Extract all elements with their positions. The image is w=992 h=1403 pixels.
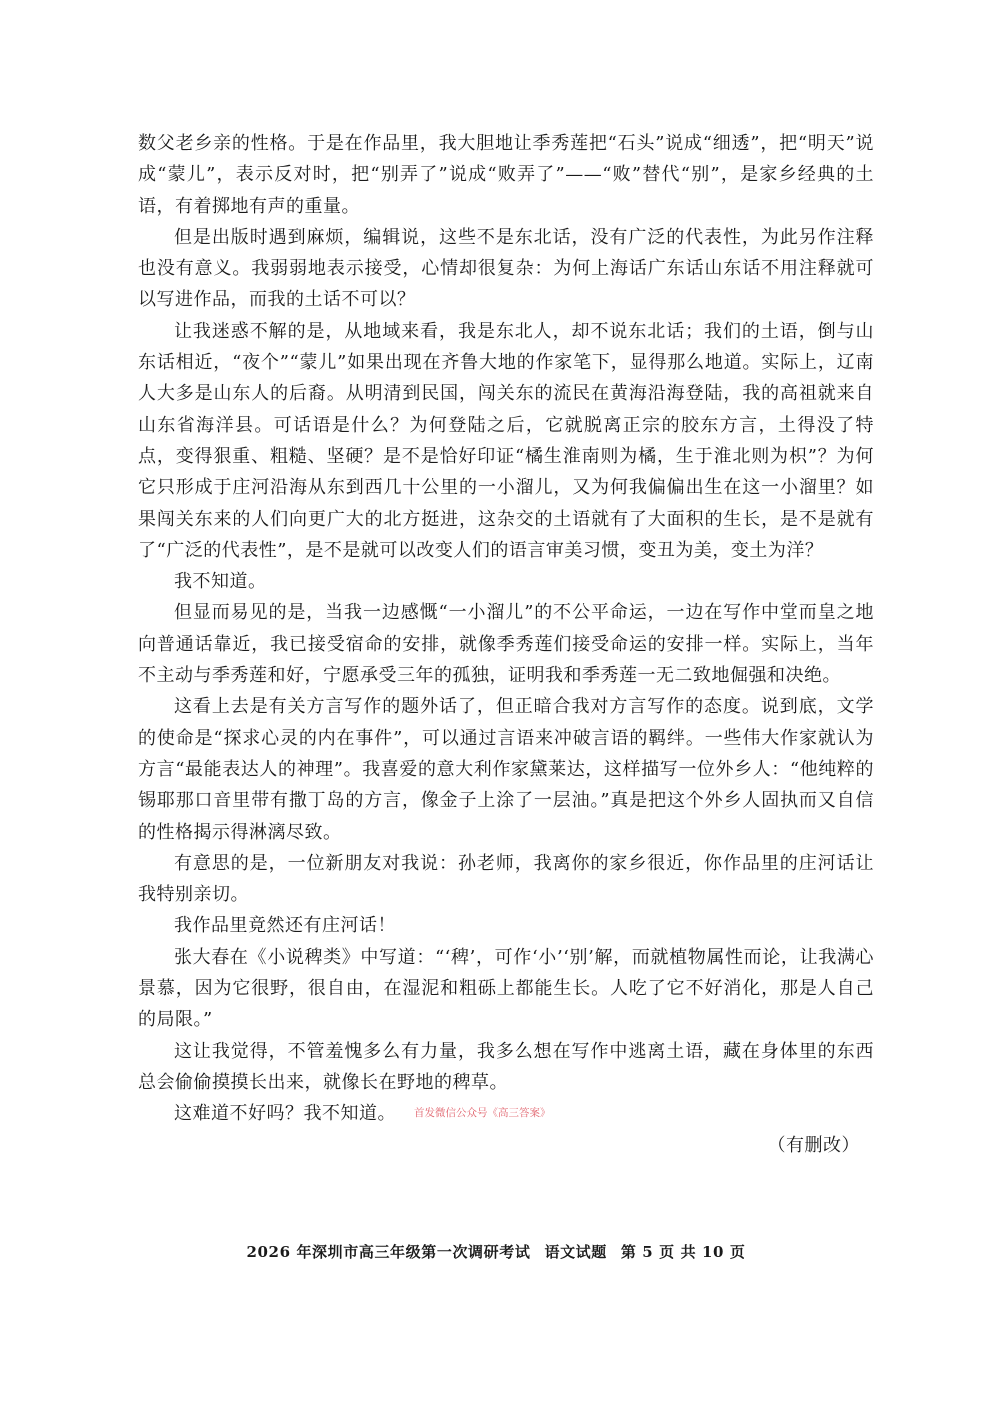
final-sentence: 这难道不好吗？我不知道。 [174,1103,396,1125]
article-body [138,128,874,1161]
paragraph-1: 数父老乡亲的性格。于是在作品里，我大胆地让季秀莲把“石头”说成“细透”，把“明天”说成“蒙儿”，表示反对时，把“别弄了”说成“败弄了”——“败”替代“别”，是家乡经典的土语，有着掷地有声的重量。 [138,133,874,217]
paragraph-3: 让我迷惑不解的是，从地域来看，我是东北人，却不说东北话；我们的土语，倒与山东话相近，“夜个”“蒙儿”如果出现在齐鲁大地的作家笔下，显得那么地道。实际上，辽南人大多是山东人的后裔。从明清到民国，闯关东的流民在黄海沿海登陆，我的高祖就来自山东省海洋县。可话语是什么？为何登陆之后，它就脱离正宗的胶东方言，土得没了特点，变得狠重、粗糙、坚硬？是不是恰好印证“橘生淮南则为橘，生于淮北则为枳”？为何它只形成于庄河沿海从东到西几十公里的一小溜儿，又为何我偏偏出生在这一小溜里？如果闯关东来的人们向更广大的北方挺进，这杂交的土语就有了大面积的生长，是不是就有了“广泛的代表性”，是不是就可以改变人们的语言审美习惯，变丑为美，变土为洋？ [138,320,874,561]
footer-exam-title: 2026 年深圳市高三年级第一次调研考试 [246,1243,531,1261]
paragraph-10: 这让我觉得，不管羞愧多么有力量，我多么想在写作中逃离土语，藏在身体里的东西总会偷偷摸摸长出来，就像长在野地的稗草。 [138,1040,874,1093]
watermark-text: 首发微信公众号《高三答案》 [414,1107,551,1120]
paragraph-7: 有意思的是，一位新朋友对我说：孙老师，我离你的家乡很近，你作品里的庄河话让我特别亲切。 [138,852,874,906]
paragraph-6: 这看上去是有关方言写作的题外话了，但正暗合我对方言写作的态度。说到底，文学的使命是“探求心灵的内在事件”，可以通过言语来冲破言语的羁绊。一些伟大作家就认为方言“最能表达人的神理”。我喜爱的意大利作家黛莱达，这样描写一位外乡人：“他纯粹的锡耶那口音里带有撒丁岛的方言，像金子上涂了一层油。”真是把这个外乡人固执而又自信的性格揭示得淋漓尽致。 [138,696,874,843]
final-paragraph [138,1098,874,1129]
footer-page-info: 第 5 页 共 10 页 [620,1243,746,1261]
paragraph-4: 我不知道。 [174,571,267,593]
paragraph-2: 但是出版时遇到麻烦，编辑说，这些不是东北话，没有广泛的代表性，为此另作注释也没有意义。我弱弱地表示接受，心情却很复杂：为何上海话广东话山东话不用注释就可以写进作品，而我的土话不可以？ [138,226,874,311]
source-note: （有删改） [767,1134,860,1156]
paragraph-8: 我作品里竟然还有庄河话！ [174,915,396,937]
footer-subject: 语文试题 [544,1243,607,1261]
paragraph-9: 张大春在《小说稗类》中写道：“‘稗’，可作‘小’‘别’解，而就植物属性而论，让我满心景慕，因为它很野，很自由，在湿泥和粗砾上都能生长。人吃了它不好消化，那是人自己的局限。” [138,946,874,1031]
paragraph-5: 但显而易见的是，当我一边感慨“一小溜儿”的不公平命运，一边在写作中堂而皇之地向普通话靠近，我已接受宿命的安排，就像季秀莲们接受命运的安排一样。实际上，当年不主动与季秀莲和好，宁愿承受三年的孤独，证明我和季秀莲一无二致地倔强和决绝。 [138,602,874,687]
page-footer [0,1241,992,1262]
